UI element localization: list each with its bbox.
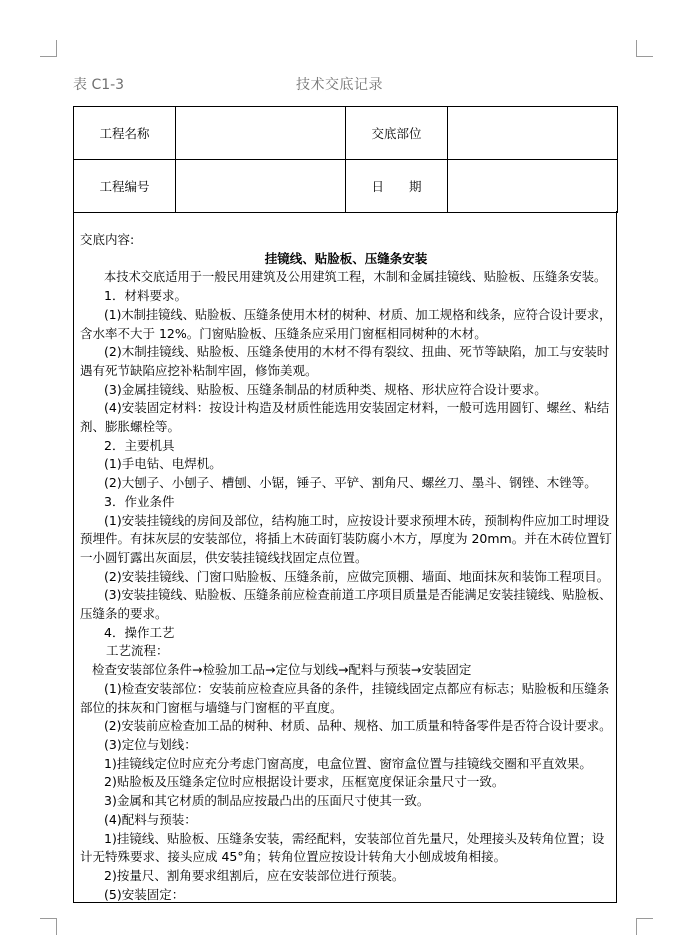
content-line: 3．作业条件 xyxy=(104,493,175,509)
content-line: (1)检查安装部位：安装前应检查应具备的条件，挂镜线固定点都应有标志；贴脸板和压缝条 xyxy=(104,680,610,696)
content-line: 含水率不大于 12%。门窗贴脸板、压缝条应采用门窗框相同树种的木材。 xyxy=(80,325,487,341)
content-line: (1)木制挂镜线、贴脸板、压缝条使用木材的树种、材质、加工规格和线条，应符合设计要求， xyxy=(104,307,612,322)
content-line: (2)安装前应检查加工品的树种、材质、品种、规格、加工质量和特备零件是否符合设计要求。 xyxy=(104,719,612,734)
content-line: (3)金属挂镜线、贴脸板、压缝条制品的材质种类、规格、形状应符合设计要求。 xyxy=(104,381,547,397)
content-line: 1．材料要求。 xyxy=(104,288,187,304)
content-line: (2)木制挂镜线、贴脸板、压缝条使用的木材不得有裂纹、扭曲、死节等缺陷，加工与安装时 xyxy=(104,344,610,360)
document-title: 技术交底记录 xyxy=(296,77,383,93)
info-table xyxy=(73,106,618,213)
project-name-label: 工程名称 xyxy=(74,107,176,160)
content-line: (1)安装挂镜线的房间及部位，结构施工时，应按设计要求预埋木砖，预制构件应加工时埋设 xyxy=(104,512,610,528)
content-line: 1)挂镜线、贴脸板、压缝条安装，需经配料，安装部位首先量尺，处理接头及转角位置；设 xyxy=(104,830,605,846)
content-line: 遇有死节缺陷应挖补粘制牢固，修饰美观。 xyxy=(80,362,318,378)
content-line: 一小圆钉露出灰面层，供安装挂镜线找固定点位置。 xyxy=(80,549,368,565)
content-line: 剂、膨胀螺栓等。 xyxy=(80,419,181,435)
content-line: (4)配料与预装： xyxy=(104,811,197,827)
content-line: 本技术交底适用于一般民用建筑及公用建筑工程，木制和金属挂镜线、贴脸板、压缝条安装。 xyxy=(104,270,607,285)
content-line: 2)按量尺、割角要求组割后，应在安装部位进行预装。 xyxy=(104,867,405,883)
content-line: 1)挂镜线定位时应充分考虑门窗高度，电盒位置、窗帘盒位置与挂镜线交圈和平直效果。 xyxy=(104,755,592,771)
content-line: (3)定位与划线： xyxy=(104,736,197,752)
content-line: 计无特殊要求、接头应成 45°角；转角位置应按设计转角大小刨成坡角相接。 xyxy=(80,849,507,865)
content-line: (4)安装固定材料：按设计构造及材质性能选用安装固定材料，一般可选用圆钉、螺丝、粘结 xyxy=(104,400,610,416)
content-line: 3)金属和其它材质的制品应按最凸出的压面尺寸使其一致。 xyxy=(104,793,430,809)
content-line: 4．操作工艺 xyxy=(104,624,175,640)
crop-mark-bottom-right xyxy=(636,918,653,935)
crop-mark-top-left xyxy=(40,40,57,57)
content-heading: 挂镜线、贴脸板、压缝条安装 xyxy=(264,250,428,266)
content-line: 2)贴脸板及压缝条定位时应根据设计要求，压框宽度保证余量尺寸一致。 xyxy=(104,774,505,790)
content-line: 2．主要机具 xyxy=(104,437,175,453)
date-label: 日 期 xyxy=(346,160,448,213)
content-box xyxy=(73,211,617,903)
content-label: 交底内容: xyxy=(80,232,135,247)
project-no-field[interactable] xyxy=(176,160,346,213)
content-line: (5)安装固定： xyxy=(104,886,185,902)
content-line: 预埋件。有抹灰层的安装部位，将插上木砖面钉装防腐小木方，厚度为 20mm。并在木砖位置钉 xyxy=(80,531,612,547)
project-no-label: 工程编号 xyxy=(74,160,176,213)
form-code: 表 C1-3 xyxy=(73,77,125,93)
content-line: (2)安装挂镜线、门窗口贴脸板、压缝条前，应做完顶棚、墙面、地面抹灰和装饰工程项目。 xyxy=(104,568,610,584)
info-row-2 xyxy=(74,160,618,213)
content-line: (3)安装挂镜线、贴脸板、压缝条前应检查前道工序项目质量是否能满足安装挂镜线、贴脸板、 xyxy=(104,588,612,603)
info-row-1 xyxy=(74,107,618,160)
project-name-field[interactable] xyxy=(176,107,346,160)
location-field[interactable] xyxy=(448,107,618,160)
date-field[interactable] xyxy=(448,160,618,213)
content-line: 工艺流程： xyxy=(106,643,169,659)
content-line: 压缝条的要求。 xyxy=(80,606,168,622)
location-label: 交底部位 xyxy=(346,107,448,160)
crop-mark-top-right xyxy=(636,40,653,57)
process-flow: 检查安装部位条件→检验加工品→定位与划线→配料与预装→安装固定 xyxy=(92,662,472,678)
content-line: (2)大刨子、小刨子、槽刨、小锯，锤子、平铲、割角尺、螺丝刀、墨斗、钢锉、木锉等。 xyxy=(104,475,597,491)
crop-mark-bottom-left xyxy=(40,918,57,935)
content-line: (1)手电钻、电焊机。 xyxy=(104,456,222,472)
content-line: 部位的抹灰和门窗框与墙缝与门窗框的平直度。 xyxy=(80,699,343,715)
